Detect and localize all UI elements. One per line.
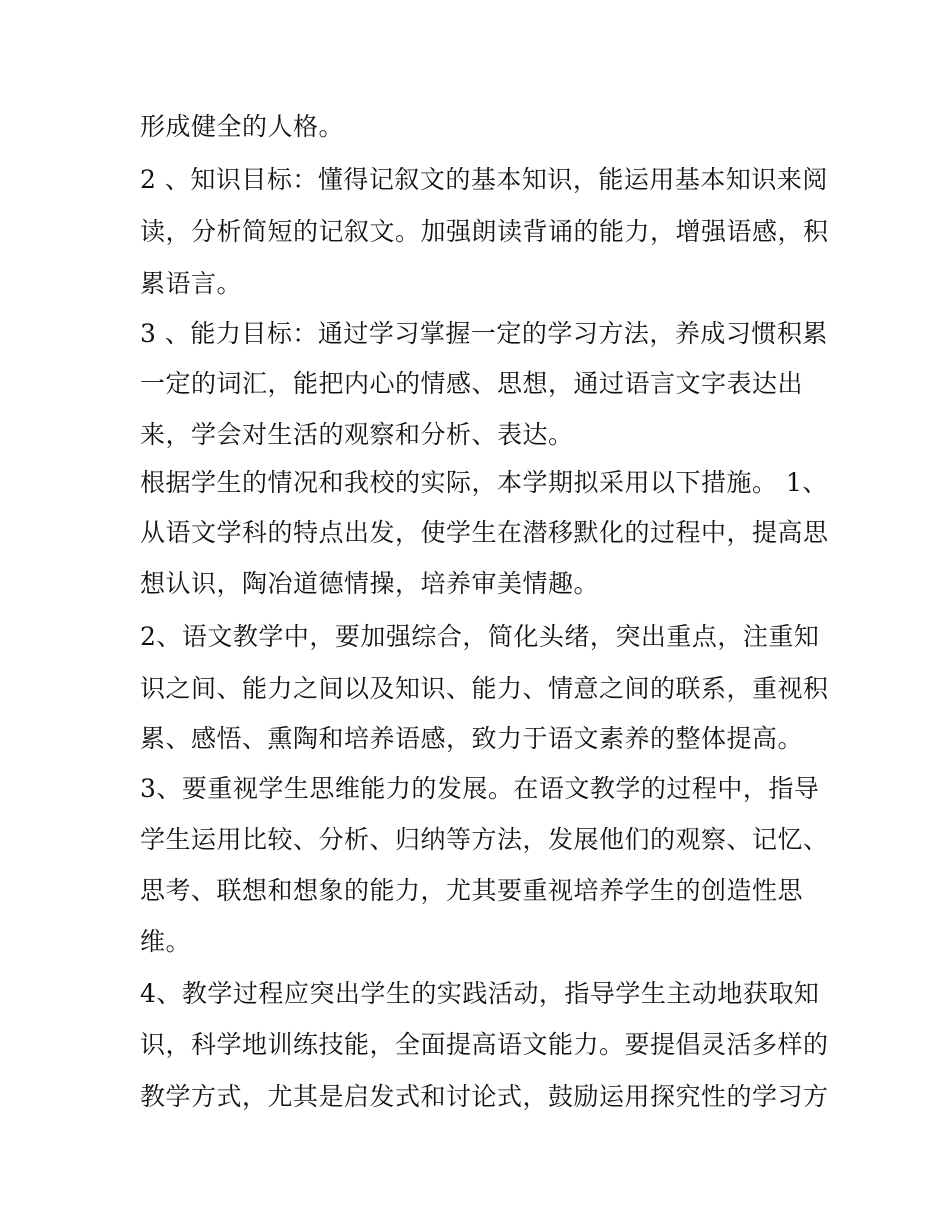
- text-line: 从语文学科的特点出发，使学生在潜移默化的过程中，提高思: [140, 518, 829, 547]
- text-line: 2 、知识目标：懂得记叙文的基本知识，能运用基本知识来阅: [140, 165, 828, 194]
- text-line: 累、感悟、熏陶和培养语感，致力于语文素养的整体提高。: [140, 724, 804, 753]
- text-line: 思考、联想和想象的能力，尤其要重视培养学生的创造性思: [140, 876, 804, 905]
- text-line: 4、教学过程应突出学生的实践活动，指导学生主动地获取知: [140, 979, 820, 1008]
- text-line: 想认识，陶冶道德情操，培养审美情趣。: [140, 569, 600, 598]
- text-line: 来，学会对生活的观察和分析、表达。: [140, 420, 574, 449]
- text-line: 学生运用比较、分析、归纳等方法，发展他们的观察、记忆、: [140, 825, 829, 854]
- text-line: 读，分析简短的记叙文。加强朗读背诵的能力，增强语感，积: [140, 217, 829, 246]
- text-line: 形成健全的人格。: [140, 112, 345, 141]
- text-line: 2、语文教学中，要加强综合，简化头绪，突出重点，注重知: [140, 622, 820, 651]
- text-line: 3 、能力目标：通过学习掌握一定的学习方法，养成习惯积累: [140, 319, 828, 348]
- text-line: 维。: [140, 927, 192, 956]
- text-line: 识，科学地训练技能，全面提高语文能力。要提倡灵活多样的: [140, 1030, 829, 1059]
- text-line: 识之间、能力之间以及知识、能力、情意之间的联系，重视积: [140, 674, 829, 703]
- text-line: 一定的词汇，能把内心的情感、思想，通过语言文字表达出: [140, 369, 804, 398]
- text-line: 教学方式，尤其是启发式和讨论式，鼓励运用探究性的学习方: [140, 1082, 829, 1111]
- text-line: 根据学生的情况和我校的实际，本学期拟采用以下措施。 1、: [140, 468, 828, 497]
- text-line: 3、要重视学生思维能力的发展。在语文教学的过程中，指导: [140, 774, 820, 803]
- text-line: 累语言。: [140, 269, 243, 298]
